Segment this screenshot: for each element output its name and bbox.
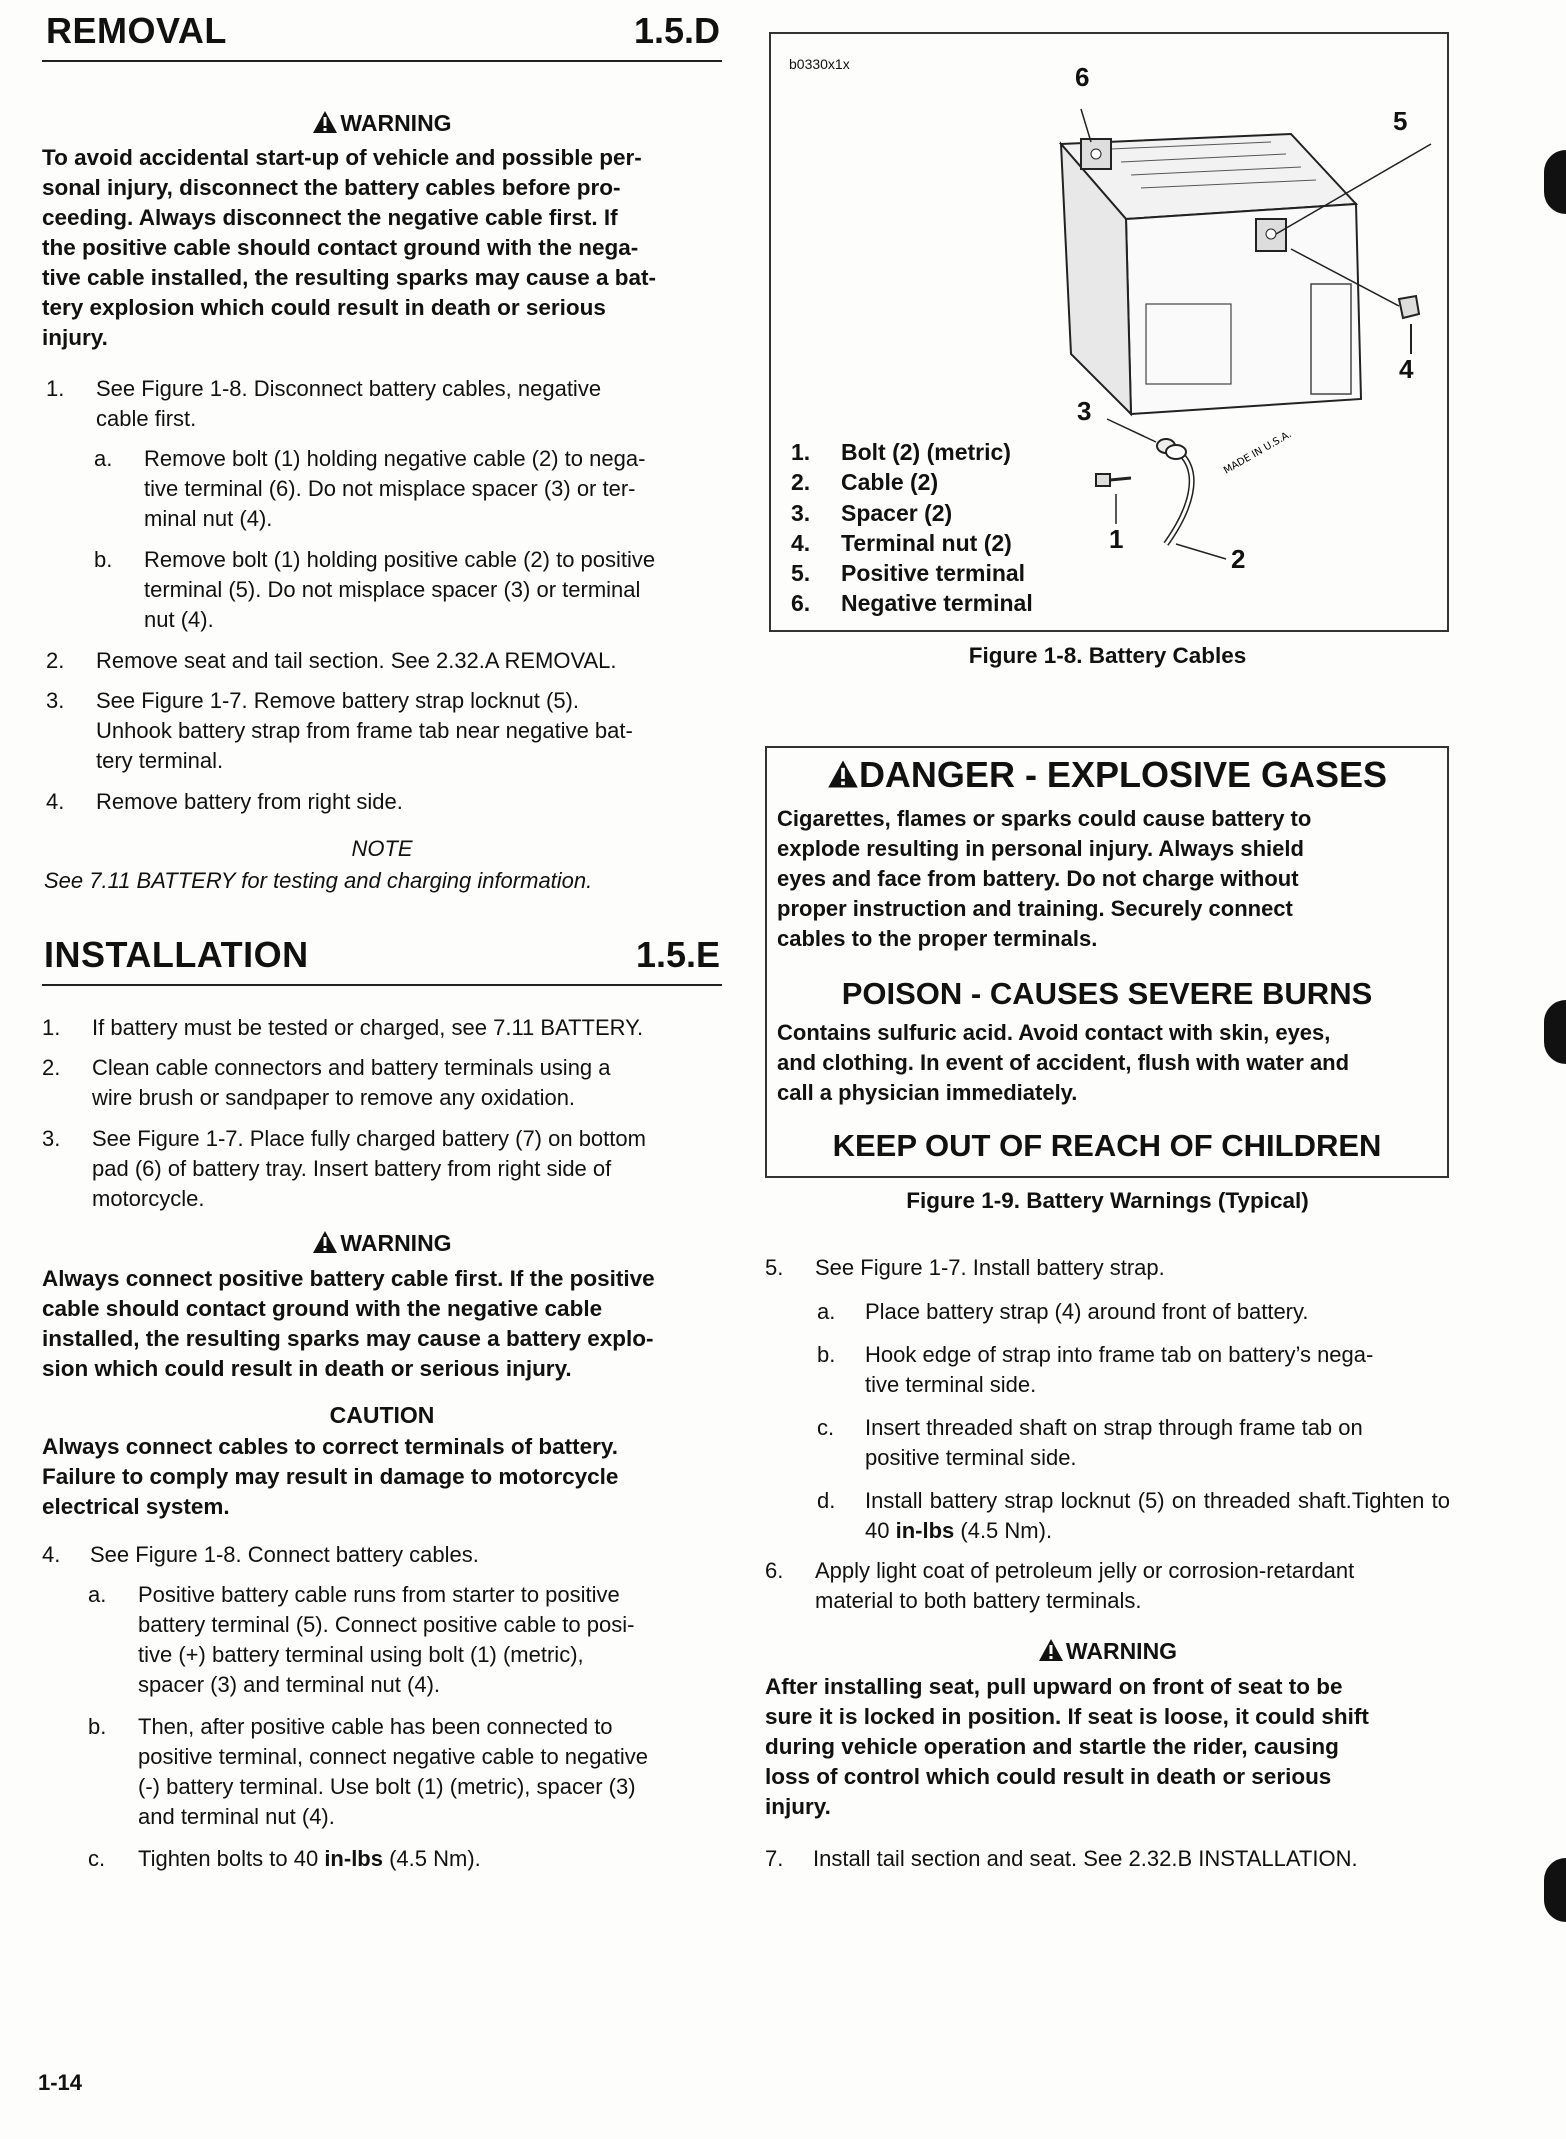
figure-1-9-caption: Figure 1-9. Battery Warnings (Typical) (906, 1188, 1309, 1213)
callout-6: 6 (1075, 62, 1090, 92)
removal-section-number: 1.5.D (633, 10, 720, 51)
keep-out-heading: KEEP OUT OF REACH OF CHILDREN (832, 1128, 1382, 1163)
page-edge-tab-mark (1544, 1000, 1566, 1064)
installation-title: INSTALLATION (44, 934, 309, 975)
installation-section-number: 1.5.E (635, 934, 720, 975)
callout-2: 2 (1231, 544, 1246, 574)
poison-text: Contains sulfuric acid. Avoid contact with skin, eyes, and clothing. In event of accident, flush with water and call a physician immediately. (777, 1020, 1350, 1105)
positive-terminal-shape (1256, 219, 1286, 251)
seat-warning-text: After installing seat, pull upward on front of seat to be sure it is locked in position. If seat is loose, it could shift during vehicle operation and startle the rider, causing loss of control which could result in death or serious injury. (765, 1674, 1369, 1819)
warning-triangle-icon (827, 759, 859, 789)
callout-3: 3 (1077, 396, 1092, 426)
caution-text: Always connect cables to correct terminals of battery. Failure to comply may result in damage to motorcycle electrical system. (42, 1434, 619, 1519)
removal-warning-title: WARNING (42, 110, 722, 137)
page-number: 1-14 (38, 2070, 83, 2095)
callout-4: 4 (1399, 354, 1414, 384)
warning-triangle-icon (312, 110, 338, 134)
warning-triangle-icon (312, 1230, 338, 1254)
note-label: NOTE (351, 836, 413, 861)
seat-warning-title: WARNING (765, 1638, 1450, 1665)
figure-code: b0330x1x (789, 56, 850, 72)
removal-header (42, 0, 722, 62)
caution-title: CAUTION (329, 1402, 435, 1428)
note-text: See 7.11 BATTERY for testing and charging information. (44, 868, 593, 893)
install-warning-title: WARNING (42, 1230, 722, 1257)
removal-title: REMOVAL (46, 10, 227, 51)
svg-text:MADE IN U.S.A.: MADE IN U.S.A. (1222, 428, 1294, 477)
danger-heading: DANGER - EXPLOSIVE GASES (767, 754, 1447, 796)
callout-1: 1 (1109, 524, 1124, 554)
removal-warning-text: To avoid accidental start-up of vehicle and possible per- sonal injury, disconnect the battery cables before pro- ceeding. Always disconnect the negative cable first. If the positive cable should contact ground with the nega- tive cable installed, the resulting sparks may cause a bat- tery explosion which could result in death or serious injury. (42, 145, 656, 350)
figure-1-8-caption: Figure 1-8. Battery Cables (968, 643, 1247, 668)
figure-battery-cables: b0330x1x MADE IN U.S.A. 6 5 4 3 1 2 1. Bolt (2) (metric) 2. Cable (2) 3. Spacer (2) 4. Terminal nut (2) 5. Positive terminal 6. Negative terminal (769, 32, 1449, 632)
install-warning-text: Always connect positive battery cable first. If the positive cable should contact ground with the negative cable installed, the resulting sparks may cause a battery explo- sion which could result in death or serious injury. (42, 1266, 655, 1381)
callout-5: 5 (1393, 106, 1408, 136)
poison-heading: POISON - CAUSES SEVERE BURNS (841, 976, 1373, 1011)
danger-text: Cigarettes, flames or sparks could cause battery to explode resulting in personal injury. Always shield eyes and face from battery. Do not charge without proper instruction and training. Securely connect cables to the proper terminals. (777, 806, 1312, 951)
danger-warning-box (765, 746, 1449, 1178)
page-edge-tab-mark (1544, 150, 1566, 214)
negative-terminal-shape (1081, 139, 1111, 169)
page-edge-tab-mark (1544, 1858, 1566, 1922)
installation-header (42, 924, 722, 986)
warning-triangle-icon (1038, 1638, 1064, 1662)
